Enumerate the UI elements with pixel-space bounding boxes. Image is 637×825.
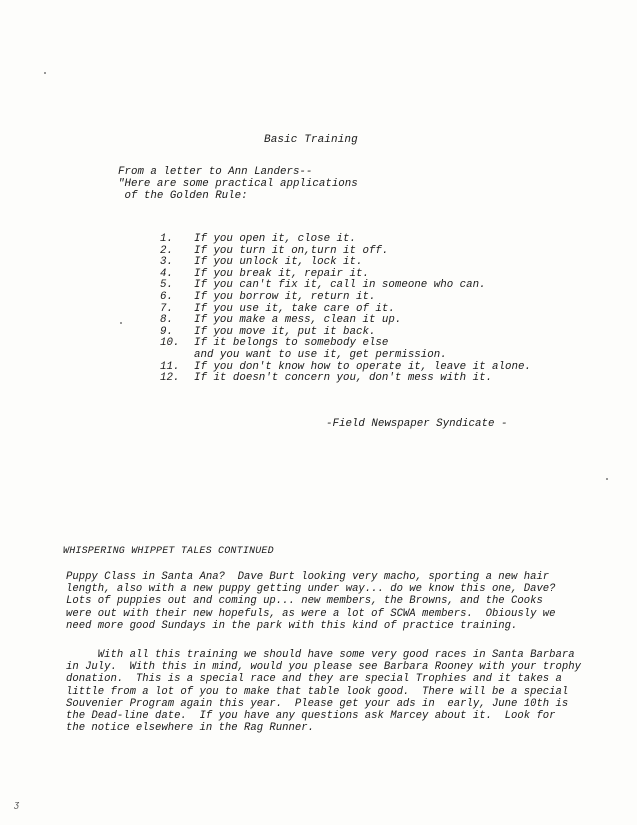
rule-number: 5.	[160, 279, 173, 292]
intro-text	[118, 166, 358, 202]
paragraph	[66, 571, 626, 632]
intro-line: of the Golden Rule:	[118, 190, 248, 202]
rule-number: 12.	[160, 372, 180, 385]
attribution: -Field Newspaper Syndicate -	[326, 418, 508, 430]
rule-number: 10.	[160, 337, 180, 350]
rule-number: 6.	[160, 290, 173, 303]
paragraph-line: donation. This is a special race and they are special Trophies and it takes a	[66, 673, 562, 686]
paragraph-line: need more good Sundays in the park with this kind of practice training.	[66, 619, 518, 632]
rule-text: If you make a mess, clean it up.	[194, 314, 402, 327]
paragraph-line: in July. With this in mind, would you please see Barbara Rooney with your trophy	[66, 661, 581, 674]
paragraph-line: little from a lot of you to make that table look good. There will be a special	[66, 685, 569, 698]
rule-text: If you break it, repair it.	[194, 267, 369, 280]
rule-number: 2.	[160, 244, 173, 257]
rule-continuation	[160, 350, 531, 362]
rule-text: If you use it, take care of it.	[194, 302, 395, 315]
rule-text: If you move it, put it back.	[194, 325, 376, 338]
rule-item	[160, 315, 531, 327]
rule-text: If you can't fix it, call in someone who can.	[194, 279, 486, 292]
intro-line: From a letter to Ann Landers--	[118, 166, 313, 178]
rule-text: If you turn it on,turn it off.	[194, 244, 389, 257]
rule-number: 11.	[160, 360, 180, 373]
rule-item	[160, 292, 531, 304]
paper-speck	[44, 72, 46, 74]
rule-number: 3.	[160, 256, 173, 269]
paper-speck	[606, 478, 608, 480]
rule-text: If you don't know how to operate it, leave it alone.	[194, 360, 531, 373]
paragraph-line: length, also with a new puppy getting under way... do we know this one, Dave?	[66, 583, 556, 596]
intro-line: "Here are some practical applications	[118, 178, 358, 190]
rule-text: If it belongs to somebody else	[194, 337, 389, 350]
rule-number: 4.	[160, 267, 173, 280]
paragraph-line: With all this training we should have some very good races in Santa Barbara	[66, 649, 575, 661]
paragraph-line: Lots of puppies out and coming up... new members, the Browns, and the Cooks	[66, 595, 543, 608]
rule-number: 7.	[160, 302, 173, 315]
paper-mark: ʒ	[14, 800, 20, 810]
rule-text: If you borrow it, return it.	[194, 290, 376, 303]
paragraph-line: Puppy Class in Santa Ana? Dave Burt looking very macho, sporting a new hair	[66, 571, 550, 583]
paragraph-line: Souvenier Program again this year. Please get your ads in early, June 10th is	[66, 697, 569, 710]
rule-number: 9.	[160, 325, 173, 338]
rule-number: 8.	[160, 314, 173, 327]
rule-number: 1.	[160, 233, 173, 245]
rule-text: If it doesn't concern you, don't mess with it.	[194, 372, 493, 385]
paragraph-line: the Dead-line date. If you have any questions ask Marcey about it. Look for	[66, 710, 556, 723]
rules-list	[160, 234, 531, 385]
rule-text: If you unlock it, lock it.	[194, 256, 363, 269]
rule-text: and you want to use it, get permission.	[194, 348, 447, 361]
section-heading: WHISPERING WHIPPET TALES CONTINUED	[63, 546, 274, 557]
rule-item	[160, 234, 531, 246]
rule-text: If you open it, close it.	[194, 233, 356, 245]
paper-speck	[120, 322, 122, 324]
rule-item	[160, 373, 531, 385]
page-title: Basic Training	[264, 134, 358, 146]
paragraph-line: the notice elsewhere in the Rag Runner.	[66, 722, 314, 735]
paragraph-line: were out with their new hopefuls, as were a lot of SCWA members. Obiously we	[66, 607, 556, 620]
paragraph	[66, 649, 626, 734]
